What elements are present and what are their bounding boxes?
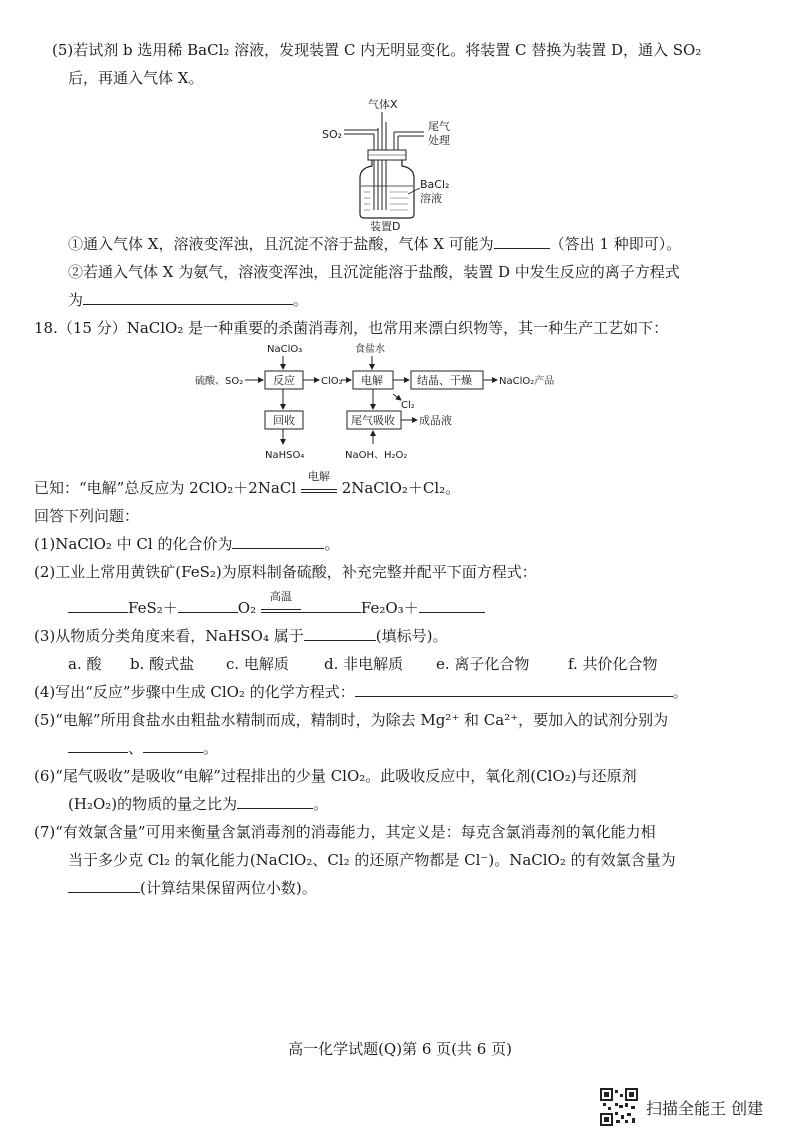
cl2-label: Cl₂ (401, 400, 415, 411)
q18-p2: (2)工业上常用黄铁矿(FeS₂)为原料制备硫酸，补充完整并配平下面方程式： (34, 563, 537, 581)
q5-sub2-tail: 。 (293, 291, 309, 309)
p3-text: (3)从物质分类角度来看，NaHSO₄ 属于 (34, 627, 304, 645)
coef-fe2o3-blank[interactable] (301, 598, 361, 613)
q18-known (34, 470, 461, 498)
q5-line2: 后，再通入气体 X。 (68, 69, 204, 87)
clo2-label: ClO₂ (321, 376, 343, 387)
p6-blank[interactable] (237, 794, 313, 809)
electrolysis-condition (301, 470, 337, 493)
q5-sub2: ②若通入气体 X 为氨气，溶液变浑浊，且沉淀能溶于盐酸，装置 D 中发生反应的离子方程式 (68, 263, 680, 281)
scanner-brand-text: 扫描全能王 创建 (646, 1099, 764, 1118)
p4-tail: 。 (672, 683, 688, 701)
apparatus-d-diagram (320, 92, 480, 232)
p7-c-text: (计算结果保留两位小数)。 (140, 879, 317, 897)
page-footer: 高一化学试题(Q)第 6 页(共 6 页) (288, 1040, 512, 1058)
p4-blank[interactable] (355, 682, 673, 697)
salt-water-label: 食盐水 (355, 344, 385, 355)
reagents-label: NaOH、H₂O₂ (345, 450, 408, 461)
high-temp-condition (261, 590, 301, 613)
q18-p7: (7)“有效氯含量”可用来衡量含氯消毒剂的消毒能力，其定义是：每克含氯消毒剂的氧化能力相 (34, 823, 656, 841)
process-flow-diagram (195, 338, 595, 470)
q18-p5-blanks (68, 738, 218, 758)
q18-header: 18.（15 分）NaClO₂ 是一种重要的杀菌消毒剂，也常用来漂白织物等，其一种生产工艺如下： (34, 319, 669, 337)
electrolysis-over: 电解 (307, 470, 330, 483)
react-label: 反应 (273, 374, 295, 387)
option-f: f. 共价化合物 (568, 655, 658, 673)
gas-x-label: 气体X (368, 98, 398, 111)
p1-text: (1)NaClO₂ 中 Cl 的化合价为 (34, 535, 233, 553)
p5-blank-1[interactable] (68, 738, 128, 753)
p4-text: (4)写出“反应”步骤中生成 ClO₂ 的化学方程式： (34, 683, 355, 701)
known-text: 已知：“电解”总反应为 2ClO₂＋2NaCl (34, 479, 297, 497)
q18-p6: (6)“尾气吸收”是吸收“电解”过程排出的少量 ClO₂。此吸收反应中，氧化剂(ClO₂)与还原剂 (34, 767, 637, 785)
option-c: c. 电解质 (226, 655, 289, 673)
equal-sign-2 (261, 609, 301, 613)
crystallize-label: 结晶、干燥 (417, 374, 472, 387)
tail-gas-label-2: 处理 (428, 134, 450, 147)
scanner-watermark (598, 1088, 798, 1128)
p5-blank-2[interactable] (143, 738, 203, 753)
fes2: FeS₂＋ (128, 599, 178, 617)
q5-sub2-b-text: 为 (68, 291, 84, 309)
p6-b-text: (H₂O₂)的物质的量之比为 (68, 795, 238, 813)
coef-fes2-blank[interactable] (68, 598, 128, 613)
bacl2-label: BaCl₂ (420, 178, 450, 191)
option-e: e. 离子化合物 (436, 655, 530, 673)
coef-o2-blank[interactable] (178, 598, 238, 613)
p1-tail: 。 (324, 535, 340, 553)
q5-sub2-blank[interactable] (83, 290, 293, 305)
option-b: b. 酸式盐 (130, 655, 195, 673)
q5-sub1-tail: （答出 1 种即可）。 (549, 235, 682, 253)
answer-prompt: 回答下列问题： (34, 507, 140, 525)
q18-p4 (34, 682, 688, 702)
qr-code-icon (600, 1088, 638, 1126)
q5-sub2-b (68, 290, 308, 310)
high-temp-over: 高温 (269, 590, 292, 603)
equal-sign (301, 489, 337, 493)
p5-tail: 。 (203, 739, 219, 757)
p3-blank[interactable] (304, 626, 376, 641)
product-blank[interactable] (419, 598, 485, 613)
finished-liquid-label: 成品液 (419, 414, 452, 427)
q18-p6-b (68, 794, 328, 814)
option-a: a. 酸 (68, 655, 102, 673)
tail-gas-label: 尾气 (428, 120, 450, 133)
p6-tail: 。 (313, 795, 329, 813)
apparatus-caption: 装置D (370, 220, 401, 232)
p7-blank[interactable] (68, 878, 140, 893)
q18-p7-c (68, 878, 317, 898)
q18-p5: (5)“电解”所用食盐水由粗盐水精制而成，精制时，为除去 Mg²⁺ 和 Ca²⁺，要加入的试剂分别为 (34, 711, 669, 729)
q5-line1: (5)若试剂 b 选用稀 BaCl₂ 溶液，发现装置 C 内无明显变化。将装置 C 替换为装置 D，通入 SO₂ (52, 41, 702, 59)
option-d: d. 非电解质 (324, 655, 404, 673)
q5-sub1-blank[interactable] (494, 234, 550, 249)
recover-label: 回收 (273, 414, 295, 427)
q18-p1 (34, 534, 340, 554)
solution-label: 溶液 (420, 192, 442, 205)
acid-so2-label: 硫酸、SO₂ (195, 376, 244, 387)
o2: O₂ (237, 599, 257, 617)
naclo3-label: NaClO₃ (267, 344, 303, 355)
q18-p7-b: 当于多少克 Cl₂ 的氧化能力(NaClO₂、Cl₂ 的还原产物都是 Cl⁻)。NaClO₂ 的有效氯含量为 (68, 851, 676, 869)
p1-blank[interactable] (232, 534, 324, 549)
q18-p2-equation (68, 590, 485, 618)
fe2o3: Fe₂O₃＋ (360, 599, 419, 617)
tail-absorb-label: 尾气吸收 (351, 414, 395, 427)
nahso4-label: NaHSO₄ (265, 450, 305, 461)
q5-sub1 (68, 234, 681, 254)
known-tail: 2NaClO₂＋Cl₂。 (341, 479, 461, 497)
p3-tail: (填标号)。 (375, 627, 448, 645)
product-label: NaClO₂产品 (499, 376, 555, 387)
q5-sub1-text: ①通入气体 X，溶液变浑浊，且沉淀不溶于盐酸，气体 X 可能为 (68, 235, 494, 253)
q18-p3 (34, 626, 447, 646)
electrolysis-label: 电解 (361, 374, 383, 387)
so2-label: SO₂ (322, 128, 343, 141)
p5-sep: 、 (128, 739, 144, 757)
